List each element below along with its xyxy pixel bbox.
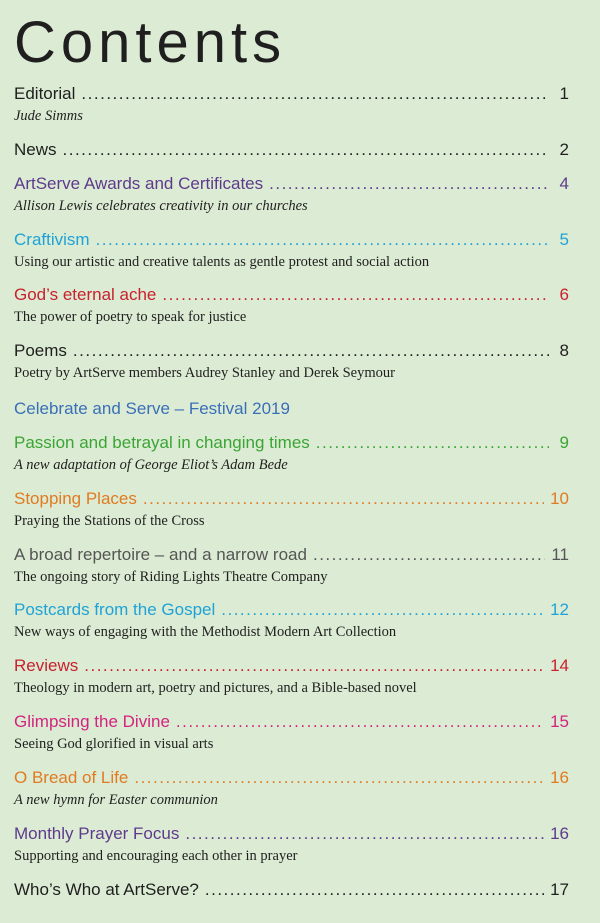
toc-entry-page-number: 5 <box>559 230 569 249</box>
dot-leader <box>185 824 544 844</box>
dot-leader <box>162 285 549 305</box>
toc-entry[interactable] <box>14 285 569 326</box>
toc-entry-title: News <box>14 140 57 159</box>
toc-entry-title: Monthly Prayer Focus <box>14 824 180 843</box>
toc-entry-heading <box>14 285 569 305</box>
toc-entry-subtitle: The power of poetry to speak for justice <box>14 309 247 325</box>
toc-entry[interactable] <box>14 600 569 641</box>
toc-entry-subtitle: Using our artistic and creative talents as gentle protest and social action <box>14 254 430 270</box>
toc-entry-page-number: 1 <box>559 84 569 103</box>
toc-entry-subtitle: A new hymn for Easter communion <box>14 792 218 808</box>
toc-entry-subtitle: Allison Lewis celebrates creativity in our churches <box>14 198 308 214</box>
toc-entry-heading <box>14 174 569 194</box>
toc-entry[interactable] <box>14 140 569 160</box>
toc-entry-page-number: 15 <box>550 712 569 731</box>
toc-entry-heading <box>14 489 569 509</box>
toc-entry-title: O Bread of Life <box>14 768 129 787</box>
toc-entry-page-number: 11 <box>551 545 569 564</box>
toc-entry-heading <box>14 140 569 160</box>
toc-entry[interactable] <box>14 768 569 809</box>
toc-entry-title: ArtServe Awards and Certificates <box>14 174 264 193</box>
toc-entry[interactable] <box>14 545 569 586</box>
dot-leader <box>313 545 545 565</box>
toc-entry-page-number: 10 <box>550 489 569 508</box>
toc-entry[interactable] <box>14 230 569 271</box>
toc-entry-title: Passion and betrayal in changing times <box>14 433 310 452</box>
toc-entry-heading <box>14 399 569 419</box>
toc-entry-title: Editorial <box>14 84 76 103</box>
toc-entry[interactable] <box>14 341 569 382</box>
toc-entry-subtitle: The ongoing story of Riding Lights Theatre Company <box>14 569 328 585</box>
toc-entry-title: Reviews <box>14 656 79 675</box>
toc-entry-page-number: 12 <box>550 600 569 619</box>
toc-entry-subtitle: Praying the Stations of the Cross <box>14 513 205 529</box>
toc-entry-heading <box>14 433 569 453</box>
toc-entry-title: Poems <box>14 341 67 360</box>
dot-leader <box>176 712 544 732</box>
toc-entry[interactable] <box>14 399 569 419</box>
toc-entry[interactable] <box>14 712 569 753</box>
toc-entry-page-number: 17 <box>550 880 569 899</box>
toc-entry-heading <box>14 600 569 620</box>
toc-entry-title: Stopping Places <box>14 489 137 508</box>
toc-entry-subtitle: Theology in modern art, poetry and pictures, and a Bible-based novel <box>14 680 417 696</box>
toc-entry-subtitle: A new adaptation of George Eliot’s Adam Bede <box>14 457 288 473</box>
toc-entry-page-number: 2 <box>559 140 569 159</box>
toc-entry-title: Glimpsing the Divine <box>14 712 170 731</box>
toc-entry[interactable] <box>14 824 569 865</box>
dot-leader <box>63 140 549 160</box>
toc-entry-title: Celebrate and Serve – Festival 2019 <box>14 399 290 418</box>
toc-entry-page-number: 6 <box>559 285 569 304</box>
toc-entry-heading <box>14 880 569 900</box>
dot-leader <box>316 433 549 453</box>
dot-leader <box>221 600 544 620</box>
dot-leader <box>143 489 544 509</box>
toc-entry-title: God’s eternal ache <box>14 285 157 304</box>
toc-entry-page-number: 4 <box>559 174 569 193</box>
toc-entry[interactable] <box>14 84 569 125</box>
toc-entry-heading <box>14 230 569 250</box>
toc-entry-title: Craftivism <box>14 230 90 249</box>
toc-entry-subtitle: Supporting and encouraging each other in prayer <box>14 848 298 864</box>
toc-entry-subtitle: Seeing God glorified in visual arts <box>14 736 214 752</box>
toc-entry-page-number: 8 <box>559 341 569 360</box>
toc-entry-heading <box>14 824 569 844</box>
dot-leader <box>81 84 549 104</box>
toc-entry-heading <box>14 84 569 104</box>
toc-entry-subtitle: Poetry by ArtServe members Audrey Stanley and Derek Seymour <box>14 365 395 381</box>
toc-entry-subtitle: Jude Simms <box>14 108 83 124</box>
toc-entry-title: A broad repertoire – and a narrow road <box>14 545 307 564</box>
toc-entry-page-number: 16 <box>550 768 569 787</box>
dot-leader <box>205 880 544 900</box>
toc-entry-heading <box>14 545 569 565</box>
toc-entry[interactable] <box>14 433 569 474</box>
toc-entry-subtitle: New ways of engaging with the Methodist Modern Art Collection <box>14 624 397 640</box>
dot-leader <box>134 768 544 788</box>
dot-leader <box>84 656 544 676</box>
dot-leader <box>269 174 549 194</box>
toc-entry-heading <box>14 712 569 732</box>
toc-entry-heading <box>14 768 569 788</box>
toc-entry-heading <box>14 341 569 361</box>
toc-entry[interactable] <box>14 174 569 215</box>
toc-entry-title: Who’s Who at ArtServe? <box>14 880 199 899</box>
toc-entry-heading <box>14 656 569 676</box>
dot-leader <box>73 341 549 361</box>
toc-entry-page-number: 14 <box>550 656 569 675</box>
dot-leader <box>96 230 549 250</box>
toc-entry-page-number: 16 <box>550 824 569 843</box>
page-title: Contents <box>14 10 287 75</box>
toc-entry[interactable] <box>14 880 569 900</box>
toc-entry-title: Postcards from the Gospel <box>14 600 216 619</box>
toc-entry[interactable] <box>14 656 569 697</box>
toc-entry[interactable] <box>14 489 569 530</box>
toc-entry-page-number: 9 <box>559 433 569 452</box>
